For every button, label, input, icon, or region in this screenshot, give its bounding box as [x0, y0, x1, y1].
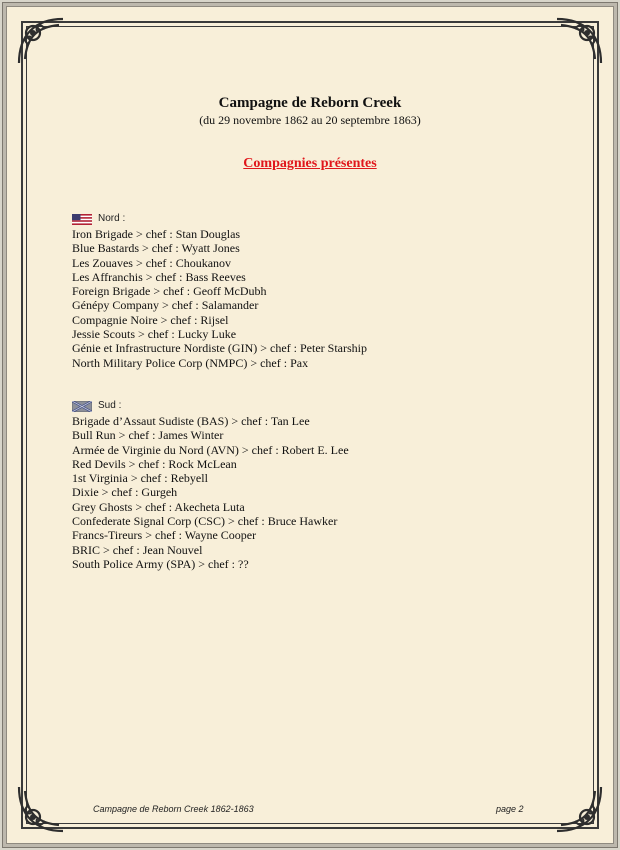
list-item: Grey Ghosts > chef : Akecheta Luta	[72, 499, 245, 514]
confederate-flag-icon	[72, 401, 92, 412]
document-page	[6, 6, 614, 844]
us-flag-icon	[72, 214, 92, 225]
list-item: South Police Army (SPA) > chef : ??	[72, 556, 249, 571]
list-item: Confederate Signal Corp (CSC) > chef : Bruce Hawker	[72, 514, 338, 529]
list-item: Francs-Tireurs > chef : Wayne Cooper	[72, 528, 257, 543]
south-faction	[72, 399, 349, 571]
section-heading: Compagnies présentes	[243, 156, 377, 171]
list-item: Compagnie Noire > chef : Rijsel	[72, 312, 229, 327]
list-item: Brigade d’Assaut Sudiste (BAS) > chef : Tan Lee	[72, 414, 310, 428]
list-item: BRIC > chef : Jean Nouvel	[72, 542, 203, 557]
footer-title: Campagne de Reborn Creek 1862-1863	[93, 804, 254, 814]
north-company-list	[72, 227, 367, 370]
corner-ornament-icon	[15, 783, 67, 835]
corner-ornament-icon	[15, 15, 67, 67]
south-company-list	[72, 414, 349, 571]
north-faction-label: Nord :	[98, 212, 126, 224]
list-item: Red Devils > chef : Rock McLean	[72, 456, 237, 471]
north-faction	[72, 212, 367, 370]
list-item: Blue Bastards > chef : Wyatt Jones	[72, 241, 240, 256]
page-number: page 2	[496, 804, 524, 814]
list-item: Génépy Company > chef : Salamander	[72, 298, 259, 313]
list-item: Armée de Virginie du Nord (AVN) > chef : Robert E. Lee	[72, 442, 349, 457]
list-item: Les Zouaves > chef : Choukanov	[72, 255, 232, 270]
list-item: Jessie Scouts > chef : Lucky Luke	[72, 327, 237, 342]
list-item: Foreign Brigade > chef : Geoff McDubh	[72, 284, 267, 299]
list-item: Bull Run > chef : James Winter	[72, 428, 224, 443]
list-item: 1st Virginia > chef : Rebyell	[72, 471, 208, 486]
page-title: Campagne de Reborn Creek	[218, 95, 402, 111]
list-item: Iron Brigade > chef : Stan Douglas	[72, 227, 241, 241]
page-subtitle: (du 29 novembre 1862 au 20 septembre 1863)	[199, 113, 421, 127]
list-item: North Military Police Corp (NMPC) > chef : Pax	[72, 355, 309, 370]
list-item: Les Affranchis > chef : Bass Reeves	[72, 269, 246, 284]
south-faction-label: Sud :	[98, 399, 122, 411]
south-faction-header	[72, 399, 349, 413]
list-item: Dixie > chef : Gurgeh	[72, 485, 178, 500]
corner-ornament-icon	[553, 783, 605, 835]
north-faction-header	[72, 212, 367, 226]
corner-ornament-icon	[553, 15, 605, 67]
list-item: Génie et Infrastructure Nordiste (GIN) > chef : Peter Starship	[72, 341, 367, 356]
